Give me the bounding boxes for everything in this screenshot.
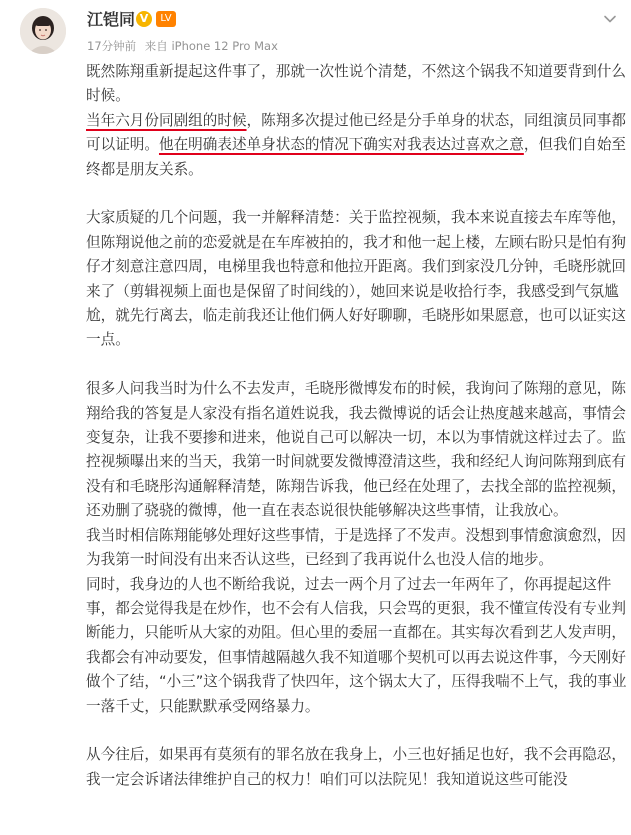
post-paragraph: 既然陈翔重新提起这件事了，那就一次性说个清楚，不然这个锅我不知道要背到什么时候。 (86, 63, 626, 105)
verified-v-icon: V (136, 11, 152, 27)
post-time: 17分钟前 (87, 39, 137, 53)
avatar[interactable] (20, 8, 66, 54)
post-paragraph: 大家质疑的几个问题，我一并解释清楚：关于监控视频，我本来说直接去车库等他，但陈翔说他之前的恋爱就是在车库被拍的，我才和他一起上楼，左顾右盼只是怕有狗仔才刻意注意四周，电梯里我也特意和他拉开距离。我们到家没几分钟，毛晓彤就回来了（剪辑视频上面也是保留了时间线的），她回来说是收拾行李，我感受到气氛尴尬，就先行离去，临走前我还让他们俩人好好聊聊，毛晓彤如果愿意，也可以证实这一点。 (86, 209, 626, 349)
level-badge-icon: LV (156, 11, 176, 27)
highlighted-text: 当年六月份同剧组的时候 (86, 111, 247, 129)
paragraph-gap (86, 182, 631, 206)
avatar-image (20, 8, 66, 54)
post-paragraph: 我当时相信陈翔能够处理好这些事情，于是选择了不发声。没想到事情愈演愈烈，因为我第一时间没有出来否认这些，已经到了我再说什么也没人信的地步。 (86, 526, 626, 569)
post-paragraph: 同时，我身边的人也不断给我说，过去一两个月了过去一年两年了，你再提起这件事，都会觉得我是在炒作，也不会有人信我，只会骂的更狠，我不懂宣传没有专业判断能力，只能听从大家的劝阻。但心里的委屈一直都在。其实每次看到艺人发声明，我都会有冲动要发，但事情越隔越久我不知道哪个契机可以再去说这件事，今天刚好做个了结，“小三”这个锅我背了快四年，这个锅太大了，压得我喘不上气，我的事业一落千丈，只能默默承受网络暴力。 (86, 575, 627, 715)
paragraph-text: ，陈翔多次提过他已经是分手单身的状态，同组演员同事都可以证明。 (86, 111, 626, 154)
paragraph-gap (86, 353, 631, 377)
chevron-down-icon[interactable] (603, 12, 617, 26)
post-body (86, 60, 631, 792)
post-paragraph: 很多人问我当时为什么不去发声，毛晓彤微博发布的时候，我询问了陈翔的意见，陈翔给我的答复是人家没有指名道姓说我，我去微博说的话会让热度越来越高，事情会变复杂，让我不要掺和进来，他说自己可以解决一切，本以为事情就这样过去了。监控视频曝出来的当天，我第一时间就要发微博澄清这些，我和经纪人询问陈翔到底有没有和毛晓彤沟通解释清楚，陈翔告诉我，他已经在处理了，去找全部的监控视频，还劝删了骁骁的微博，他一直在表态说很快能够解决这些事情，让我放心。 (86, 380, 626, 520)
post-source: 来自 iPhone 12 Pro Max (144, 39, 278, 53)
post-paragraph (86, 109, 631, 182)
paragraph-gap (86, 719, 631, 743)
paragraph-text: ，但我们自始至终都是朋友关系。 (86, 136, 627, 178)
highlighted-text: 他在明确表述单身状态的情况下确实对我表达过喜欢之意 (158, 136, 524, 154)
author-name[interactable]: 江铠同 (87, 10, 136, 29)
scroll-fade (0, 821, 631, 835)
post-meta (87, 38, 283, 54)
post-paragraph: 从今往后，如果再有莫须有的罪名放在我身上，小三也好插足也好，我不会再隐忍，我一定会诉诸法律维护自己的权力！咱们可以法院见！我知道说这些可能没 (86, 746, 626, 788)
